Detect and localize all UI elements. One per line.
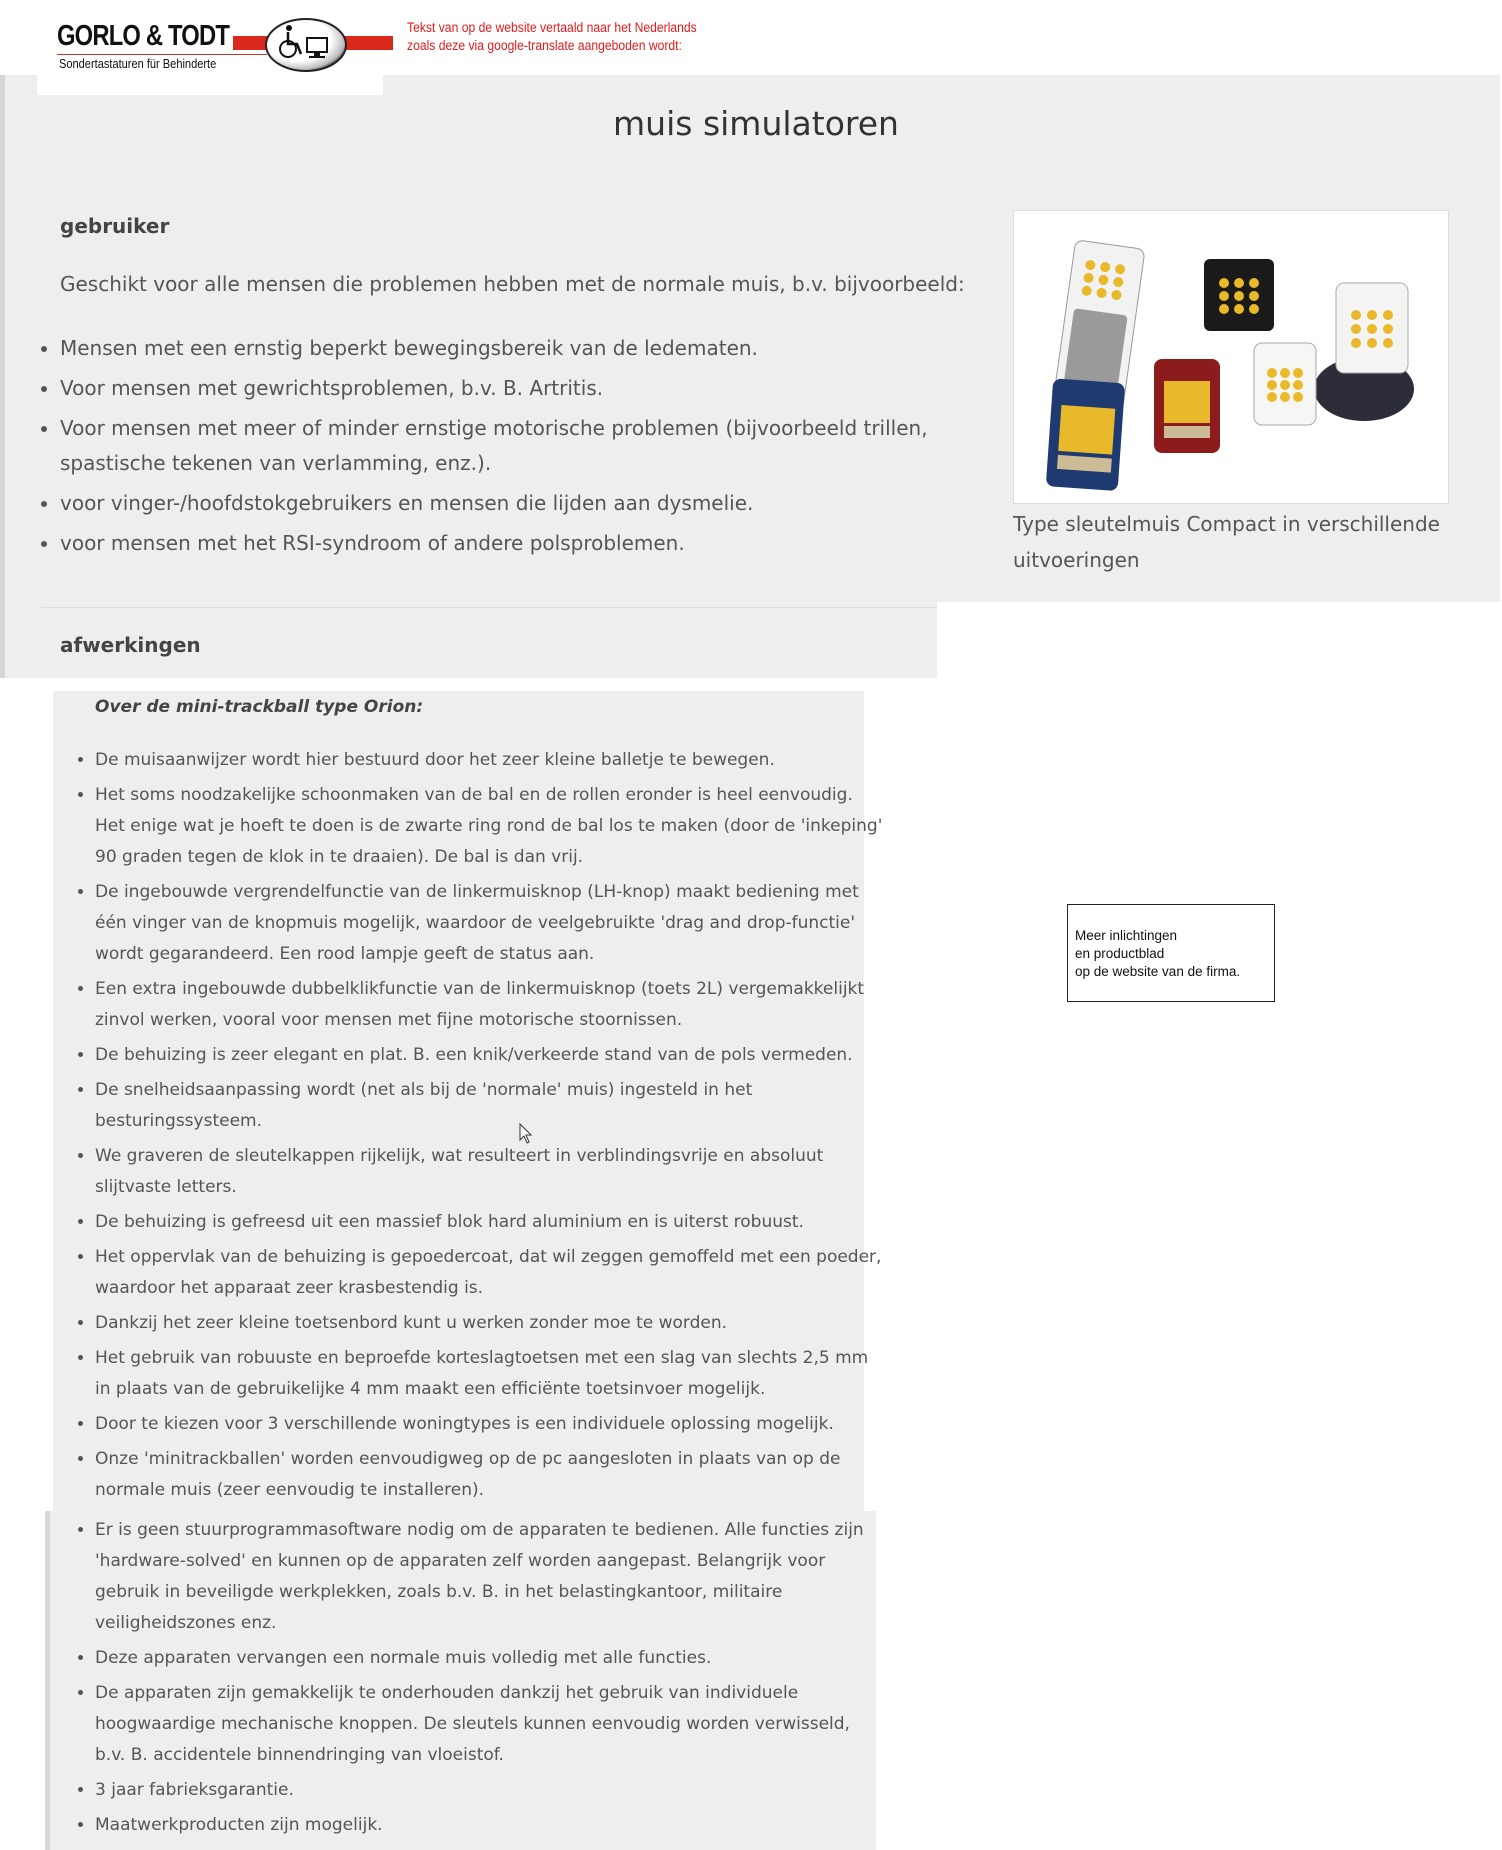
users-intro: Geschikt voor alle mensen die problemen hebben met de normale muis, b.v. bijvoorbeeld: xyxy=(60,272,965,296)
logo-tagline: Sondertastaturen für Behinderte xyxy=(59,56,217,71)
list-item: • Onze 'minitrackballen' worden eenvoudigweg op de pc aangesloten in plaats van op de normale muis (zeer eenvoudig te installeren). xyxy=(95,1444,885,1506)
logo-underline xyxy=(57,54,267,55)
list-item: • 3 jaar fabrieksgarantie. xyxy=(95,1775,885,1806)
list-item: • voor mensen met het RSI-syndroom of andere polsproblemen. xyxy=(60,526,990,561)
list-item: • De apparaten zijn gemakkelijk te onderhouden dankzij het gebruik van individuele hoogwaardige mechanische knoppen. De sleutels kunnen eenvoudig worden verwisseld, b.v. B. accidentele binnendringing van vloeistof. xyxy=(95,1678,885,1771)
features-list-2 xyxy=(53,1515,885,1845)
product-image[interactable] xyxy=(1013,210,1449,504)
translation-note-line2: zoals deze via google-translate aangeboden wordt: xyxy=(407,38,682,53)
users-list xyxy=(36,331,990,566)
list-item: • De ingebouwde vergrendelfunctie van de linkermuisknop (LH-knop) maakt bediening met één vinger van de knopmuis mogelijk, waardoor de veelgebruikte 'drag and drop-functie' wordt gegarandeerd. Een rood lampje geeft de status aan. xyxy=(95,877,885,970)
list-item: • Een extra ingebouwde dubbelklikfunctie van de linkermuisknop (toets 2L) vergemakkelijkt zinvol werken, vooral voor mensen met fijne motorische stoornissen. xyxy=(95,974,885,1036)
list-item: • Mensen met een ernstig beperkt bewegingsbereik van de ledematen. xyxy=(60,331,990,366)
more-info-box xyxy=(1067,904,1275,1002)
wheelchair-monitor-icon xyxy=(275,24,335,64)
features-list-1 xyxy=(53,745,885,1510)
list-item: • voor vinger-/hoofdstokgebruikers en mensen die lijden aan dysmelie. xyxy=(60,486,990,521)
translation-note xyxy=(407,19,697,55)
list-item: • De muisaanwijzer wordt hier bestuurd door het zeer kleine balletje te bewegen. xyxy=(95,745,885,776)
page-title: muis simulatoren xyxy=(613,104,899,143)
mouse-cursor-icon xyxy=(519,1123,533,1145)
logo-name: GORLO & TODT xyxy=(57,20,230,52)
info-line-1: Meer inlichtingen xyxy=(1075,928,1178,943)
list-item: • We graveren de sleutelkappen rijkelijk, wat resulteert in verblindingsvrije en absoluut slijtvaste letters. xyxy=(95,1141,885,1203)
list-item: • Het gebruik van robuuste en beproefde korteslagtoetsen met een slag van slechts 2,5 mm in plaats van de gebruikelijke 4 mm maakt een efficiënte toetsinvoer mogelijk. xyxy=(95,1343,885,1405)
list-item: • De behuizing is gefreesd uit een massief blok hard aluminium en is uiterst robuust. xyxy=(95,1207,885,1238)
list-item: • Voor mensen met meer of minder ernstige motorische problemen (bijvoorbeeld trillen, spastische tekenen van verlamming, enz.). xyxy=(60,411,990,481)
list-item: • De behuizing is zeer elegant en plat. B. een knik/verkeerde stand van de pols vermeden. xyxy=(95,1040,885,1071)
list-item: • De snelheidsaanpassing wordt (net als bij de 'normale' muis) ingesteld in het besturingssysteem. xyxy=(95,1075,885,1137)
logo-emblem xyxy=(265,18,347,72)
list-item: • Maatwerkproducten zijn mogelijk. xyxy=(95,1810,885,1841)
info-line-2: en productblad xyxy=(1075,946,1165,961)
logo[interactable] xyxy=(37,0,383,95)
image-caption: Type sleutelmuis Compact in verschillende uitvoeringen xyxy=(1013,512,1440,572)
product-photo xyxy=(1014,211,1448,503)
info-line-3: op de website van de firma. xyxy=(1075,964,1241,979)
section-heading-finishes: afwerkingen xyxy=(60,633,201,657)
orion-subheading: Over de mini-trackball type Orion: xyxy=(95,697,424,717)
list-item: • Het soms noodzakelijke schoonmaken van de bal en de rollen eronder is heel eenvoudig. Het enige wat je hoeft te doen is de zwarte ring rond de bal los te maken (door de 'inkeping' 90 graden tegen de klok in te draaien). De bal is dan vrij. xyxy=(95,780,885,873)
section-heading-users: gebruiker xyxy=(60,214,170,238)
list-item: • Door te kiezen voor 3 verschillende woningtypes is een individuele oplossing mogelijk. xyxy=(95,1409,885,1440)
list-item: • Er is geen stuurprogrammasoftware nodig om de apparaten te bedienen. Alle functies zijn 'hardware-solved' en kunnen op de apparaten zelf worden aangepast. Belangrijk voor gebruik in beveiligde werkplekken, zoals b.v. B. in het belastingkantoor, militaire veiligheidszones enz. xyxy=(95,1515,885,1639)
list-item: • Voor mensen met gewrichtsproblemen, b.v. B. Artritis. xyxy=(60,371,990,406)
list-item: • Dankzij het zeer kleine toetsenbord kunt u werken zonder moe te worden. xyxy=(95,1308,885,1339)
section-divider xyxy=(41,607,937,608)
list-item: • Het oppervlak van de behuizing is gepoedercoat, dat wil zeggen gemoffeld met een poeder, waardoor het apparaat zeer krasbestendig is. xyxy=(95,1242,885,1304)
list-item: • Deze apparaten vervangen een normale muis volledig met alle functies. xyxy=(95,1643,885,1674)
translation-note-line1: Tekst van op de website vertaald naar het Nederlands xyxy=(407,20,697,35)
